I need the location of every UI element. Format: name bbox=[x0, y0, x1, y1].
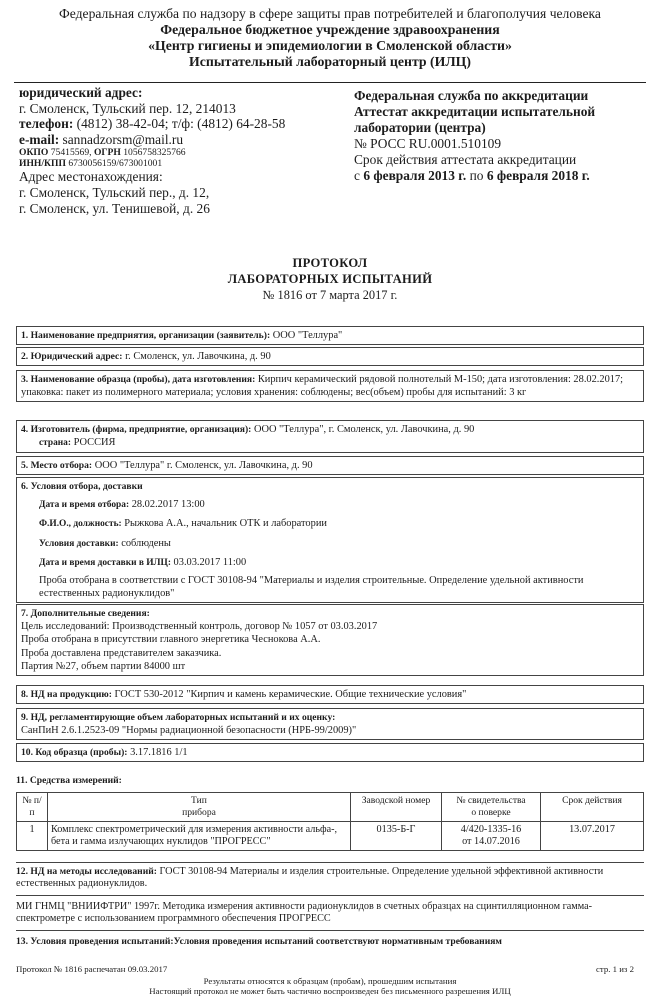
s12-extra: МИ ГНМЦ "ВНИИФТРИ" 1997г. Методика измерения активности радионуклидов в счетных образцах на сцинтилляционном гамма-спектрометре с использованием программного обеспечения ПРОГРЕСС bbox=[16, 901, 593, 925]
title-protocol: ПРОТОКОЛ bbox=[292, 256, 368, 270]
org-contacts bbox=[19, 85, 349, 216]
s6-cond-value: соблюдены bbox=[121, 537, 171, 549]
validity-from-pre: с bbox=[354, 168, 360, 183]
section-12 bbox=[16, 866, 644, 891]
phone-label: телефон: bbox=[19, 116, 74, 132]
section-8 bbox=[16, 685, 644, 704]
row-validity: 13.07.2017 bbox=[541, 822, 644, 851]
s7-line-4: Партия №27, объем партии 84000 шт bbox=[21, 660, 186, 672]
header-divider bbox=[14, 82, 646, 83]
s6-fio-label: Ф.И.О., должность: bbox=[39, 519, 122, 530]
ogrn-value: 1056758325766 bbox=[123, 147, 186, 159]
col-serial: Заводской номер bbox=[351, 793, 442, 822]
s7-label: 7. Дополнительные сведения: bbox=[21, 608, 150, 619]
section-4 bbox=[16, 420, 644, 453]
s7-line-3: Проба доставлена представителем заказчика. bbox=[21, 647, 222, 659]
ogrn-label: ОГРН bbox=[93, 147, 121, 159]
validity-from: 6 февраля 2013 г. bbox=[363, 168, 467, 183]
equipment-title-row bbox=[16, 775, 644, 787]
divider-13 bbox=[16, 930, 644, 931]
s9-value: СанПиН 2.6.1.2523-09 "Нормы радиационной безопасности (НРБ-99/2009)" bbox=[21, 725, 357, 737]
row-serial: 0135-Б-Г bbox=[351, 822, 442, 851]
email-value: sannadzorsm@mail.ru bbox=[62, 131, 184, 147]
s7-line-2: Проба отобрана в присутствии главного энергетика Чеснокова А.А. bbox=[21, 634, 321, 646]
footer-page-number: стр. 1 из 2 bbox=[595, 964, 634, 974]
s6-date-label: Дата и время отбора: bbox=[39, 500, 130, 511]
s13-value: Условия проведения испытаний соответствуют нормативным требованиям bbox=[173, 936, 502, 947]
row-number: 1 bbox=[17, 822, 48, 851]
equipment-table bbox=[16, 792, 644, 851]
s6-date-value: 28.02.2017 13:00 bbox=[131, 499, 205, 511]
accreditation-cert-2: лаборатории (центра) bbox=[354, 120, 486, 135]
title-number-date: № 1816 от 7 марта 2017 г. bbox=[262, 288, 398, 302]
equipment-header-row bbox=[17, 793, 644, 822]
title-lab-tests: ЛАБОРАТОРНЫХ ИСПЫТАНИЙ bbox=[227, 272, 433, 286]
col-number: № п/п bbox=[17, 793, 48, 822]
divider-12b bbox=[16, 895, 644, 896]
document-header bbox=[0, 6, 660, 70]
section-2 bbox=[16, 347, 644, 366]
col-certificate: № свидетельства о поверке bbox=[442, 793, 541, 822]
section-12-extra bbox=[16, 901, 644, 926]
s8-label: 8. НД на продукцию: bbox=[21, 689, 112, 700]
accreditation-cert-1: Аттестат аккредитации испытательной bbox=[354, 104, 596, 119]
s4-country-label: страна: bbox=[39, 438, 71, 449]
accreditation-validity-label: Срок действия аттестата аккредитации bbox=[354, 152, 577, 167]
validity-to: 6 февраля 2018 г. bbox=[486, 168, 590, 183]
row-certificate: 4/420-1335-16 от 14.07.2016 bbox=[442, 822, 541, 851]
s8-value: ГОСТ 530-2012 "Кирпич и камень керамические. Общие технические условия" bbox=[114, 689, 467, 700]
s12-label: 12. НД на методы исследований: bbox=[16, 866, 157, 877]
s10-value: 3.17.1816 1/1 bbox=[130, 747, 188, 758]
row-device: Комплекс спектрометрический для измерения активности альфа-, бета и гамма излучающих нуклидов "ПРОГРЕСС" bbox=[48, 822, 351, 851]
s4-value: ООО "Теллура", г. Смоленск, ул. Лавочкина, д. 90 bbox=[253, 424, 475, 435]
s3-value: Кирпич керамический рядовой полнотелый М-150; дата изготовления: 28.02.2017; упаковка: пакет из полимерного материала; условия хранения: соблюдены; вес(объем) пробы для испытаний: 3 кг bbox=[21, 374, 624, 399]
header-institution: Федеральное бюджетное учреждение здравоохранения bbox=[160, 22, 500, 37]
s3-label: 3. Наименование образца (пробы), дата изготовления: bbox=[21, 374, 256, 385]
s2-value: г. Смоленск, ул. Лавочкина, д. 90 bbox=[125, 351, 271, 362]
section-5 bbox=[16, 456, 644, 475]
table-row bbox=[17, 822, 644, 851]
s7-line-1: Цель исследований: Производственный контроль, договор № 1057 от 03.03.2017 bbox=[21, 621, 378, 633]
phone-value: (4812) 38-42-04; т/ф: (4812) 64-28-58 bbox=[76, 116, 286, 132]
col-validity: Срок действия bbox=[541, 793, 644, 822]
legal-address-value: г. Смоленск, Тульский пер. 12, 214013 bbox=[19, 100, 236, 116]
s5-value: ООО "Теллура" г. Смоленск, ул. Лавочкина, д. 90 bbox=[94, 460, 313, 471]
s6-cond-label: Условия доставки: bbox=[39, 538, 119, 549]
s6-delivery-value: 03.03.2017 11:00 bbox=[173, 556, 247, 568]
okpo-value: 75415569, bbox=[50, 147, 92, 159]
s1-label: 1. Наименование предприятия, организации (заявитель): bbox=[21, 330, 271, 341]
inn-value: 6730056159/673001001 bbox=[68, 158, 163, 170]
validity-mid: по bbox=[469, 168, 484, 183]
col-type: Тип прибора bbox=[48, 793, 351, 822]
legal-address-label: юридический адрес: bbox=[19, 85, 143, 100]
section-13 bbox=[16, 936, 644, 948]
section-7 bbox=[16, 604, 644, 676]
header-lab: Испытательный лабораторный центр (ИЛЦ) bbox=[189, 54, 471, 69]
s12-value: ГОСТ 30108-94 Материалы и изделия строительные. Определение удельной эффективной активности естественных радионуклидов. bbox=[16, 866, 604, 890]
section-10 bbox=[16, 743, 644, 762]
divider-12 bbox=[16, 862, 644, 863]
accreditation-block bbox=[354, 88, 654, 184]
s2-label: 2. Юридический адрес: bbox=[21, 351, 123, 362]
accreditation-number: № РОСС RU.0001.510109 bbox=[354, 136, 502, 151]
s5-label: 5. Место отбора: bbox=[21, 460, 93, 471]
location-line-1: г. Смоленск, Тульский пер., д. 12, bbox=[19, 184, 210, 200]
s1-value: ООО "Теллура" bbox=[272, 330, 343, 341]
footer-note-2: Настоящий протокол не может быть частично воспроизведен без письменного разрешения ИЛЦ bbox=[149, 986, 511, 996]
s6-fio-value: Рыжкова А.А., начальник ОТК и лаборатории bbox=[124, 518, 327, 530]
section-6 bbox=[16, 477, 644, 603]
s4-country-value: РОССИЯ bbox=[73, 437, 116, 449]
section-3 bbox=[16, 370, 644, 402]
okpo-label: ОКПО bbox=[19, 147, 49, 159]
inn-label: ИНН/КПП bbox=[19, 158, 66, 170]
s6-note: Проба отобрана в соответствии с ГОСТ 30108-94 "Материалы и изделия строительные. Определение удельной активности естественных радионуклидов" bbox=[39, 575, 584, 600]
header-center: «Центр гигиены и эпидемиологии в Смоленской области» bbox=[148, 38, 512, 53]
s6-label: 6. Условия отбора, доставки bbox=[21, 481, 143, 492]
section-9 bbox=[16, 708, 644, 740]
protocol-title bbox=[0, 255, 660, 303]
s9-label: 9. НД, регламентирующие объем лабораторных испытаний и их оценку: bbox=[21, 712, 336, 723]
s10-label: 10. Код образца (пробы): bbox=[21, 747, 128, 758]
s6-delivery-label: Дата и время доставки в ИЛЦ: bbox=[39, 557, 171, 568]
header-agency: Федеральная служба по надзору в сфере защиты прав потребителей и благополучия человека bbox=[59, 6, 601, 21]
footer-note-1: Результаты относятся к образцам (пробам), прошедшим испытания bbox=[203, 976, 457, 986]
accreditation-agency: Федеральная служба по аккредитации bbox=[354, 88, 589, 103]
s13-label: 13. Условия проведения испытаний: bbox=[16, 936, 174, 947]
footer-printed: Протокол № 1816 распечатан 09.03.2017 bbox=[16, 964, 168, 974]
s4-label: 4. Изготовитель (фирма, предприятие, организация): bbox=[21, 424, 252, 435]
email-label: e-mail: bbox=[19, 131, 60, 147]
location-line-2: г. Смоленск, ул. Тенишевой, д. 26 bbox=[19, 200, 210, 216]
equipment-title: 11. Средства измерений: bbox=[16, 775, 122, 786]
section-1 bbox=[16, 326, 644, 345]
location-label: Адрес местонахождения: bbox=[19, 169, 163, 185]
